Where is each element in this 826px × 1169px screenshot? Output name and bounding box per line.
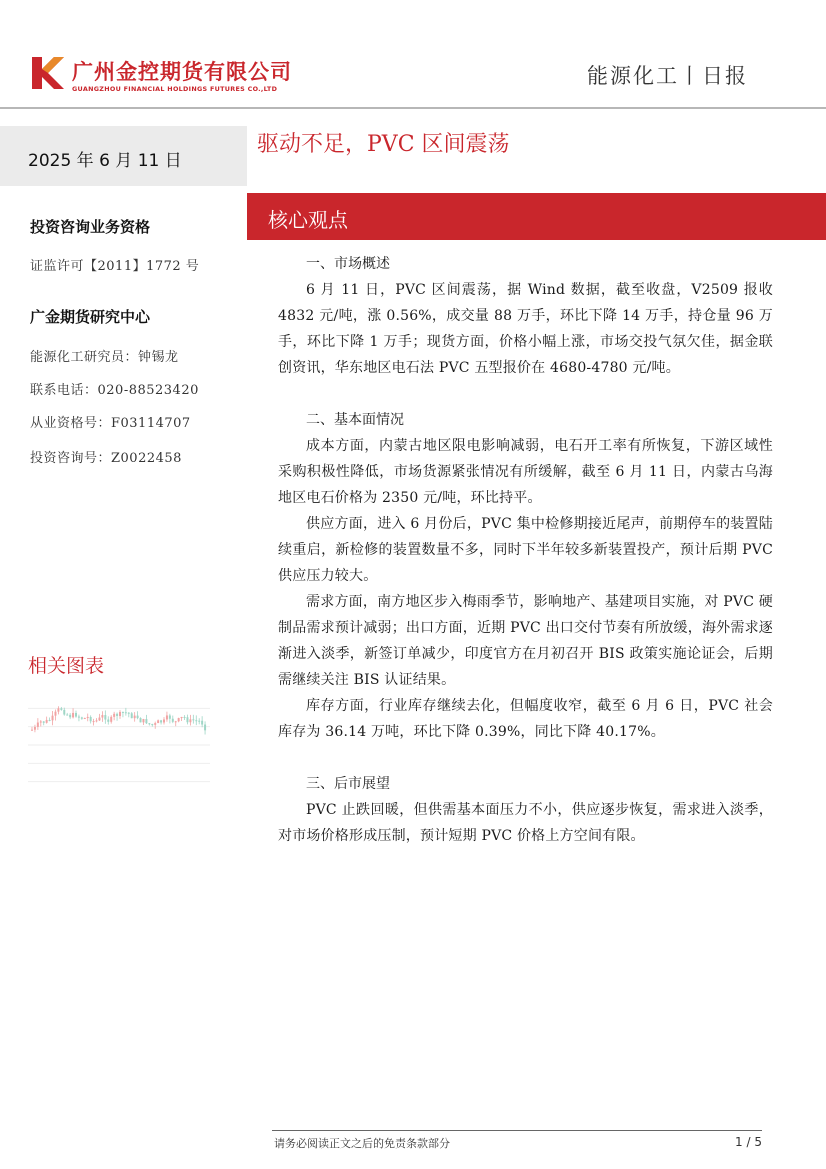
disclaimer-note: 请务必阅读正文之后的免责条款部分 [274, 1137, 450, 1150]
thumb-candle [54, 712, 56, 716]
company-name: 广州金控期货有限公司 [72, 60, 292, 84]
thumb-candle [137, 716, 139, 719]
thumb-candle [78, 717, 80, 718]
thumb-candle [104, 715, 106, 719]
thumb-candle [198, 721, 200, 722]
thumb-candle [31, 730, 33, 731]
thumb-candle [34, 727, 36, 730]
thumb-candle [49, 720, 51, 721]
thumb-candle [107, 720, 109, 722]
thumb-candle [140, 718, 142, 722]
thumb-candle [60, 708, 62, 710]
thumb-candle [166, 715, 168, 719]
k-logo-icon [30, 55, 66, 91]
footer-divider [272, 1130, 762, 1131]
thumb-candle [184, 717, 186, 718]
thumb-candle [181, 717, 183, 718]
thumb-candle [72, 713, 74, 717]
thumb-candle [66, 715, 68, 716]
consult-number: 投资咨询号：Z0022458 [30, 451, 182, 466]
thumb-candle [157, 720, 159, 723]
thumb-candle [90, 717, 92, 721]
thumb-candle [195, 720, 197, 721]
thumb-candle [189, 719, 191, 722]
thumb-candle [119, 712, 121, 716]
thumb-candle [110, 717, 112, 722]
thumb-candle [145, 719, 147, 723]
thumb-candle [81, 717, 83, 718]
paragraph: 库存方面，行业库存继续去化，但幅度收窄，截至 6 月 6 日，PVC 社会库存为 36.14 万吨，环比下降 0.39%，同比下降 40.17%。 [278, 698, 773, 740]
core-views-title: 核心观点 [268, 208, 348, 232]
thumb-candle [142, 719, 144, 722]
section-heading: 三、后市展望 [306, 776, 390, 792]
thumb-candle [101, 715, 103, 717]
thumb-candle [98, 718, 100, 721]
section-heading: 二、基本面情况 [306, 412, 404, 428]
paragraph: 需求方面，南方地区步入梅雨季节，影响地产、基建项目实施，对 PVC 硬制品需求预计减弱；出口方面，近期 PVC 出口交付节奏有所放缓，海外需求逐渐进入淡季，新签订单减少，印度官方在月初召开 BIS 政策实施论证会，后期需继续关注 BIS 认证结果。 [278, 594, 773, 688]
thumb-candle [151, 724, 153, 725]
contact-phone: 联系电话：020-88523420 [30, 383, 199, 398]
report-date: 2025 年 6 月 11 日 [28, 151, 182, 171]
thumb-candle [178, 718, 180, 721]
thumb-candle [96, 720, 98, 721]
thumb-candle [163, 719, 165, 722]
thumb-candle [43, 721, 45, 722]
report-body [278, 251, 773, 849]
research-center-title: 广金期货研究中心 [30, 308, 151, 326]
practice-number: 从业资格号：F03114707 [30, 416, 191, 431]
thumb-candle [154, 723, 156, 725]
related-charts-title: 相关图表 [28, 655, 105, 677]
thumb-candle [113, 714, 115, 717]
thumb-candle [37, 723, 39, 727]
thumb-candle [131, 713, 133, 718]
paragraph: 6 月 11 日，PVC 区间震荡，据 Wind 数据，截至收盘，V2509 报收 4832 元/吨，涨 0.56%，成交量 88 万手，环比下降 14 万手，持仓量 96 万手，环比下降 1 万手；现货方面，价格小幅上涨，市场交投气氛欠佳，据金联创资讯，华东地区电石法 PVC 五型报价在 4680-4780 元/吨。 [278, 282, 773, 376]
thumb-candle [186, 717, 188, 722]
report-title: 驱动不足，PVC 区间震荡 [257, 132, 510, 157]
thumb-candle [192, 719, 194, 720]
thumb-candle [172, 719, 174, 722]
related-chart-thumbnail[interactable] [28, 690, 210, 800]
thumb-candle [148, 723, 150, 724]
thumb-candle [128, 713, 130, 714]
thumb-candle [125, 712, 127, 713]
company-name-en: GUANGZHOU FINANCIAL HOLDINGS FUTURES CO.,LTD [72, 85, 278, 93]
thumb-candle [46, 720, 48, 723]
page-number: 1 / 5 [735, 1135, 762, 1149]
thumb-candle [116, 714, 118, 716]
thumb-candle [75, 713, 77, 717]
thumb-candle [204, 725, 206, 731]
qualification-title: 投资咨询业务资格 [30, 218, 151, 236]
thumb-candle [93, 721, 95, 722]
thumb-candle [134, 716, 136, 719]
thumb-candle [169, 715, 171, 718]
thumb-candle [201, 721, 203, 725]
thumb-candle [84, 718, 86, 719]
thumb-candle [69, 715, 71, 718]
paragraph: PVC 止跌回暖，但供需基本面压力不小，供应逐步恢复，需求进入淡季，对市场价格形成压制，预计短期 PVC 价格上方空间有限。 [278, 802, 773, 844]
thumb-candle [122, 712, 124, 713]
thumb-candle [63, 710, 65, 715]
thumb-candle [57, 708, 59, 711]
thumb-candle [52, 716, 54, 721]
thumb-candle [175, 721, 177, 722]
section-heading: 一、市场概述 [306, 256, 390, 272]
paragraph: 供应方面，进入 6 月份后，PVC 集中检修期接近尾声，前期停车的装置陆续重启，新检修的装置数量不多，同时下半年较多新装置投产，预计后期 PVC 供应压力较大。 [278, 516, 773, 584]
thumb-candle [40, 721, 42, 722]
analyst-name: 能源化工研究员：钟锡龙 [30, 350, 179, 365]
qualification-license: 证监许可【2011】1772 号 [30, 259, 200, 274]
paragraph: 成本方面，内蒙古地区限电影响减弱，电石开工率有所恢复，下游区域性采购积极性降低，市场货源紧张情况有所缓解，截至 6 月 11 日，内蒙古乌海地区电石价格为 2350 元/吨，环比持平。 [278, 438, 773, 506]
report-type: 能源化工丨日报 [587, 64, 748, 88]
thumb-candle [87, 717, 89, 718]
thumb-candle [160, 720, 162, 722]
